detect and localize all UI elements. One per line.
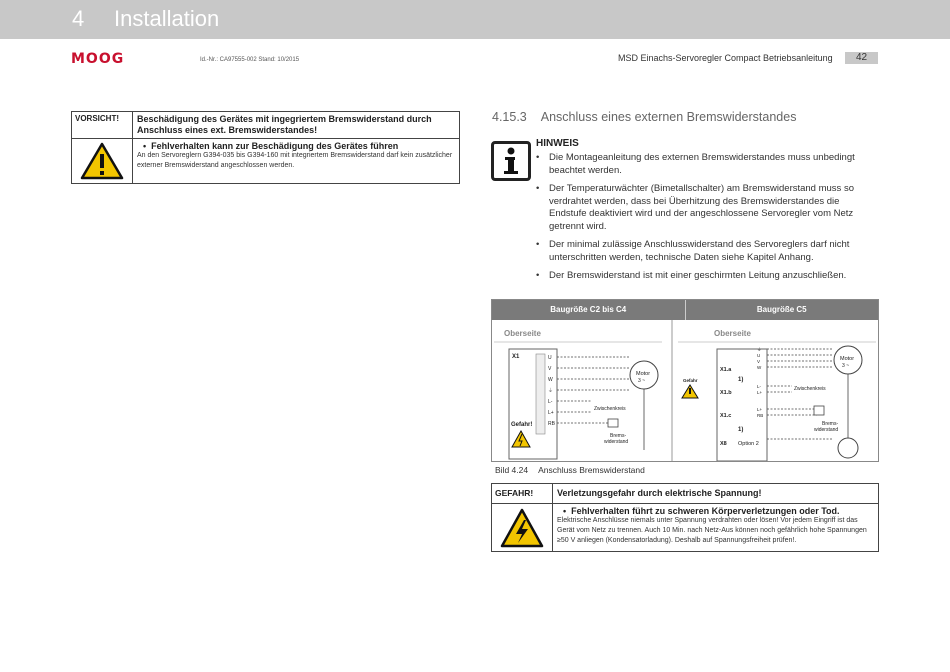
right-terminal-c1: RB: [757, 413, 764, 418]
hinweis-list: [536, 152, 876, 289]
moog-logo: MOOG: [71, 51, 125, 67]
left-terminal-rb: RB: [548, 421, 555, 427]
chapter-header-bar: [0, 0, 950, 39]
danger-box: [491, 483, 879, 552]
right-terminal-b1: L+: [757, 390, 763, 395]
danger-heading: Verletzungsgefahr durch elektrische Spannung!: [557, 488, 762, 498]
high-voltage-icon: [492, 504, 553, 551]
left-terminal-lplus: L+: [548, 410, 554, 416]
diagram-col-right-header: Baugröße C5: [756, 305, 807, 314]
right-motor-phase: 3 ~: [842, 363, 850, 369]
right-oberseite-label: Oberseite: [714, 329, 751, 338]
section-title: 4.15.3 Anschluss eines externen Bremswiderstandes: [492, 110, 797, 124]
wiring-diagram-drawing: [492, 320, 878, 461]
danger-body: Elektrische Anschlüsse niemals unter Spannung verdrahten oder lösen! Vor jedem Eingriff ist das Gerät vom Netz zu trennen. Auch 10 Min. nach Netz-Aus können noch gefährlich hohe Spannungen ≥50 V anliegen (Kondensatorladung). Deshalb auf Spannungsfreiheit prüfen!.: [557, 517, 867, 544]
document-id: Id.-Nr.: CA97555-002 Stand: 10/2015: [200, 57, 300, 63]
hinweis-heading: HINWEIS: [536, 138, 579, 149]
left-x1-label: X1: [512, 354, 520, 360]
right-x8-label: X8: [720, 441, 727, 447]
right-zwischenkreis-label: Zwischenkreis: [794, 386, 826, 392]
hinweis-item: • Der Bremswiderstand ist mit einer geschirmten Leitung anzuschließen.: [536, 270, 876, 283]
left-oberseite-label: Oberseite: [504, 329, 541, 338]
caution-box: [71, 111, 460, 184]
left-terminal-w: W: [548, 377, 553, 383]
diagram-col-left-header: Baugröße C2 bis C4: [492, 300, 686, 320]
right-terminal-a0: ⏚: [757, 347, 762, 352]
danger-signal-word: GEFAHR!: [492, 484, 553, 503]
info-icon: [491, 141, 531, 181]
caution-heading: Beschädigung des Gerätes mit ingegriertem Bremswiderstand durch Anschluss eines ext. Bremswiderstandes!: [137, 114, 432, 135]
right-terminal-a1: U: [757, 353, 761, 358]
left-terminal-v: V: [548, 366, 552, 372]
hinweis-item: • Die Montageanleitung des externen Bremswiderstandes muss unbedingt beachtet werden.: [536, 152, 876, 177]
left-gefahr-label: Gefahr!: [511, 422, 533, 428]
right-x1a-label: X1.a: [720, 367, 732, 373]
wiring-diagram: [491, 299, 879, 462]
left-brems-label-1: Brems-: [610, 433, 627, 439]
left-zwischenkreis-label: Zwischenkreis: [594, 406, 626, 412]
right-option-label: Option 2: [738, 441, 759, 447]
right-motor-label: Motor: [840, 356, 855, 362]
left-terminal-pe: ⏚: [548, 388, 554, 394]
caution-bullet: • Fehlverhalten kann zur Beschädigung des Gerätes führen: [143, 141, 399, 151]
right-brems-label-1: Brems-: [822, 421, 839, 427]
right-footnote-b: 1): [738, 427, 744, 433]
left-motor-label: Motor: [636, 371, 651, 377]
hinweis-item: • Der minimal zulässige Anschlusswiderstand des Servoreglers darf nicht unterschritten werden, technische Daten siehe Kapitel Anhang.: [536, 239, 876, 264]
right-terminal-c0: L+: [757, 407, 763, 412]
chapter-title: Installation: [114, 6, 220, 31]
caution-body: An den Servoreglern G394-035 bis G394-160 mit integriertem Bremswiderstand darf kein zusätzlicher externer Bremswiderstand angeschlossen werden.: [137, 152, 453, 169]
chapter-number: 4: [72, 6, 85, 31]
left-motor-phase: 3 ~: [638, 378, 646, 384]
right-brems-label-2: widerstand: [814, 427, 839, 433]
manual-title: MSD Einachs-Servoregler Compact Betriebsanleitung: [618, 53, 833, 63]
danger-bullet: • Fehlverhalten führt zu schweren Körperverletzungen oder Tod.: [563, 506, 840, 516]
page-number: 42: [845, 52, 878, 64]
hinweis-item: • Der Temperaturwächter (Bimetallschalter) am Bremswiderstand muss so verdrahtet werden, dass bei Überhitzung des Bremswiderstandes die Endstufe deaktiviert wird und der angeschlossene Servoregler vom Netz getrennt wird.: [536, 183, 876, 233]
right-footnote-a: 1): [738, 377, 744, 383]
right-terminal-a3: W: [757, 365, 762, 370]
right-x1c-label: X1.c: [720, 413, 732, 419]
left-terminal-u: U: [548, 355, 552, 361]
caution-signal-word: VORSICHT!: [72, 112, 133, 138]
right-gefahr-label: Gefahr: [683, 378, 698, 383]
right-terminal-b0: L-: [757, 384, 762, 389]
figure-caption: Bild 4.24 Anschluss Bremswiderstand: [495, 465, 645, 475]
left-brems-label-2: widerstand: [604, 439, 629, 445]
left-terminal-lminus: L-: [548, 399, 553, 405]
warning-triangle-icon: [72, 139, 133, 183]
right-x1b-label: X1.b: [720, 390, 732, 396]
right-terminal-a2: V: [757, 359, 761, 364]
